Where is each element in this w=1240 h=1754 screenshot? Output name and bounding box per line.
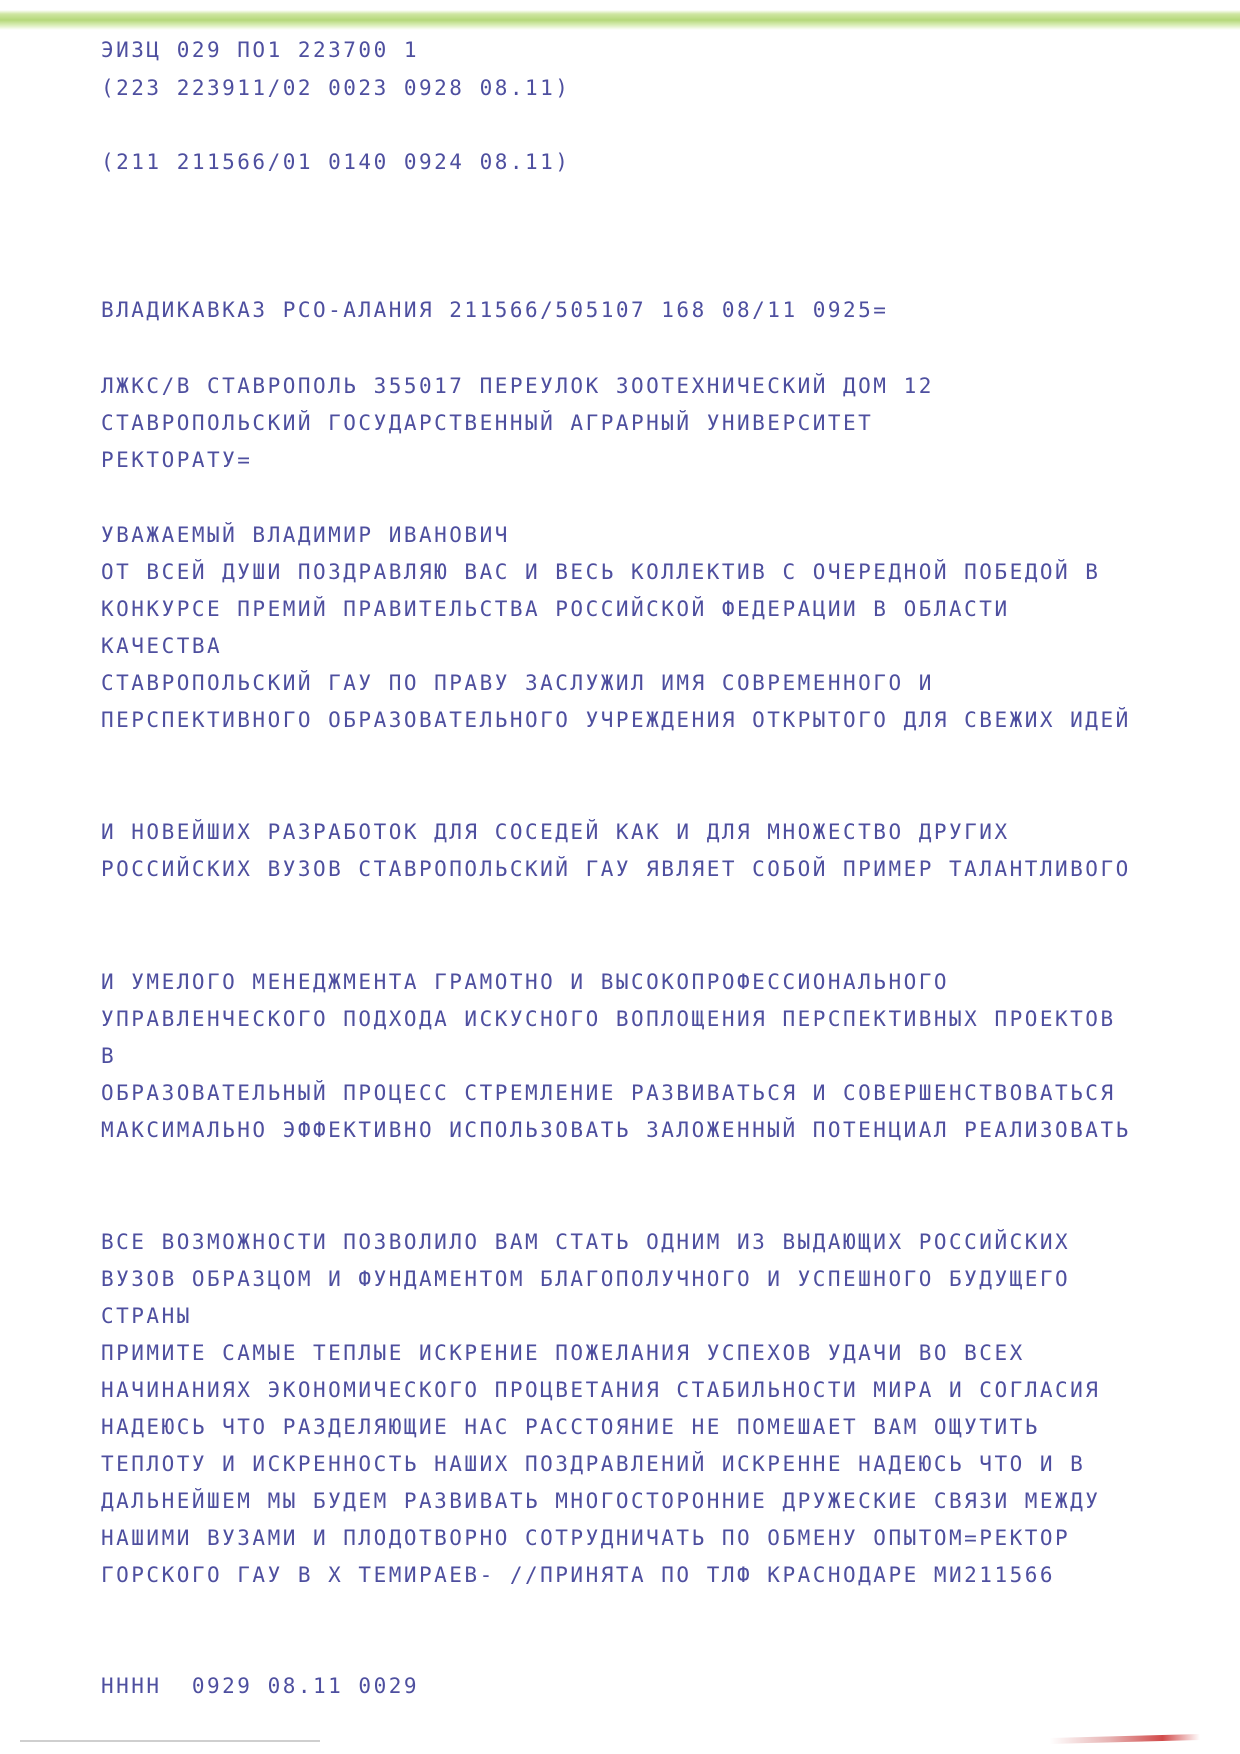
body-line: НАШИМИ ВУЗАМИ И ПЛОДОТВОРНО СОТРУДНИЧАТЬ ПО ОБМЕНУ ОПЫТОМ=РЕКТОР [101, 1526, 1071, 1550]
body-line: СТАВРОПОЛЬСКИЙ ГАУ ПО ПРАВУ ЗАСЛУЖИЛ ИМЯ СОВРЕМЕННОГО И [101, 671, 934, 695]
body-line: КОНКУРСЕ ПРЕМИЙ ПРАВИТЕЛЬСТВА РОССИЙСКОЙ ФЕДЕРАЦИИ В ОБЛАСТИ [101, 597, 1010, 621]
footer-line: НННН 0929 08.11 0029 [101, 1674, 420, 1698]
body-line: И УМЕЛОГО МЕНЕДЖМЕНТА ГРАМОТНО И ВЫСОКОПРОФЕССИОНАЛЬНОГО [101, 970, 950, 994]
address-line: СТАВРОПОЛЬСКИЙ ГОСУДАРСТВЕННЫЙ АГРАРНЫЙ УНИВЕРСИТЕТ [101, 411, 874, 435]
bottom-ink-mark [1050, 1734, 1200, 1744]
service-line: (211 211566/01 0140 0924 08.11) [101, 150, 571, 174]
body-line: ВСЕ ВОЗМОЖНОСТИ ПОЗВОЛИЛО ВАМ СТАТЬ ОДНИМ ИЗ ВЫДАЮЩИХ РОССИЙСКИХ [101, 1230, 1071, 1254]
origin-line: ВЛАДИКАВКАЗ РСО-АЛАНИЯ 211566/505107 168 08/11 0925= [101, 298, 889, 322]
page-bottom-edge [20, 1740, 320, 1742]
body-line: ОТ ВСЕЙ ДУШИ ПОЗДРАВЛЯЮ ВАС И ВЕСЬ КОЛЛЕКТИВ С ОЧЕРЕДНОЙ ПОБЕДОЙ В [101, 560, 1101, 584]
body-line: ТЕПЛОТУ И ИСКРЕННОСТЬ НАШИХ ПОЗДРАВЛЕНИЙ ИСКРЕННЕ НАДЕЮСЬ ЧТО И В [101, 1452, 1086, 1476]
body-line: СТРАНЫ [101, 1304, 192, 1328]
body-line: МАКСИМАЛЬНО ЭФФЕКТИВНО ИСПОЛЬЗОВАТЬ ЗАЛОЖЕННЫЙ ПОТЕНЦИАЛ РЕАЛИЗОВАТЬ [101, 1118, 1131, 1142]
page-top-edge [0, 0, 1240, 30]
body-line: КАЧЕСТВА [101, 634, 223, 658]
body-line: УПРАВЛЕНЧЕСКОГО ПОДХОДА ИСКУСНОГО ВОПЛОЩЕНИЯ ПЕРСПЕКТИВНЫХ ПРОЕКТОВ [101, 1007, 1116, 1031]
body-line: ГОРСКОГО ГАУ В Х ТЕМИРАЕВ- //ПРИНЯТА ПО ТЛФ КРАСНОДАРЕ МИ211566 [101, 1563, 1056, 1587]
body-line: ОБРАЗОВАТЕЛЬНЫЙ ПРОЦЕСС СТРЕМЛЕНИЕ РАЗВИВАТЬСЯ И СОВЕРШЕНСТВОВАТЬСЯ [101, 1081, 1116, 1105]
body-line: НАДЕЮСЬ ЧТО РАЗДЕЛЯЮЩИЕ НАС РАССТОЯНИЕ НЕ ПОМЕШАЕТ ВАМ ОЩУТИТЬ [101, 1415, 1040, 1439]
addressee-line: РЕКТОРАТУ= [101, 448, 253, 472]
body-line: ДАЛЬНЕЙШЕМ МЫ БУДЕМ РАЗВИВАТЬ МНОГОСТОРОННИЕ ДРУЖЕСКИЕ СВЯЗИ МЕЖДУ [101, 1489, 1101, 1513]
service-line: ЭИЗЦ 029 ПО1 223700 1 [101, 38, 420, 62]
body-line: РОССИЙСКИХ ВУЗОВ СТАВРОПОЛЬСКИЙ ГАУ ЯВЛЯЕТ СОБОЙ ПРИМЕР ТАЛАНТЛИВОГО [101, 857, 1131, 881]
body-line: В [101, 1044, 117, 1068]
body-line: ВУЗОВ ОБРАЗЦОМ И ФУНДАМЕНТОМ БЛАГОПОЛУЧНОГО И УСПЕШНОГО БУДУЩЕГО [101, 1267, 1071, 1291]
address-line: ЛЖКС/В СТАВРОПОЛЬ 355017 ПЕРЕУЛОК ЗООТЕХНИЧЕСКИЙ ДОМ 12 [101, 374, 934, 398]
body-line: ПРИМИТЕ САМЫЕ ТЕПЛЫЕ ИСКРЕНИЕ ПОЖЕЛАНИЯ УСПЕХОВ УДАЧИ ВО ВСЕХ [101, 1341, 1025, 1365]
body-line: ПЕРСПЕКТИВНОГО ОБРАЗОВАТЕЛЬНОГО УЧРЕЖДЕНИЯ ОТКРЫТОГО ДЛЯ СВЕЖИХ ИДЕЙ [101, 708, 1131, 732]
body-line: И НОВЕЙШИХ РАЗРАБОТОК ДЛЯ СОСЕДЕЙ КАК И ДЛЯ МНОЖЕСТВО ДРУГИХ [101, 820, 1010, 844]
service-line: (223 223911/02 0023 0928 08.11) [101, 76, 571, 100]
body-line: УВАЖАЕМЫЙ ВЛАДИМИР ИВАНОВИЧ [101, 523, 510, 547]
body-line: НАЧИНАНИЯХ ЭКОНОМИЧЕСКОГО ПРОЦВЕТАНИЯ СТАБИЛЬНОСТИ МИРА И СОГЛАСИЯ [101, 1378, 1101, 1402]
